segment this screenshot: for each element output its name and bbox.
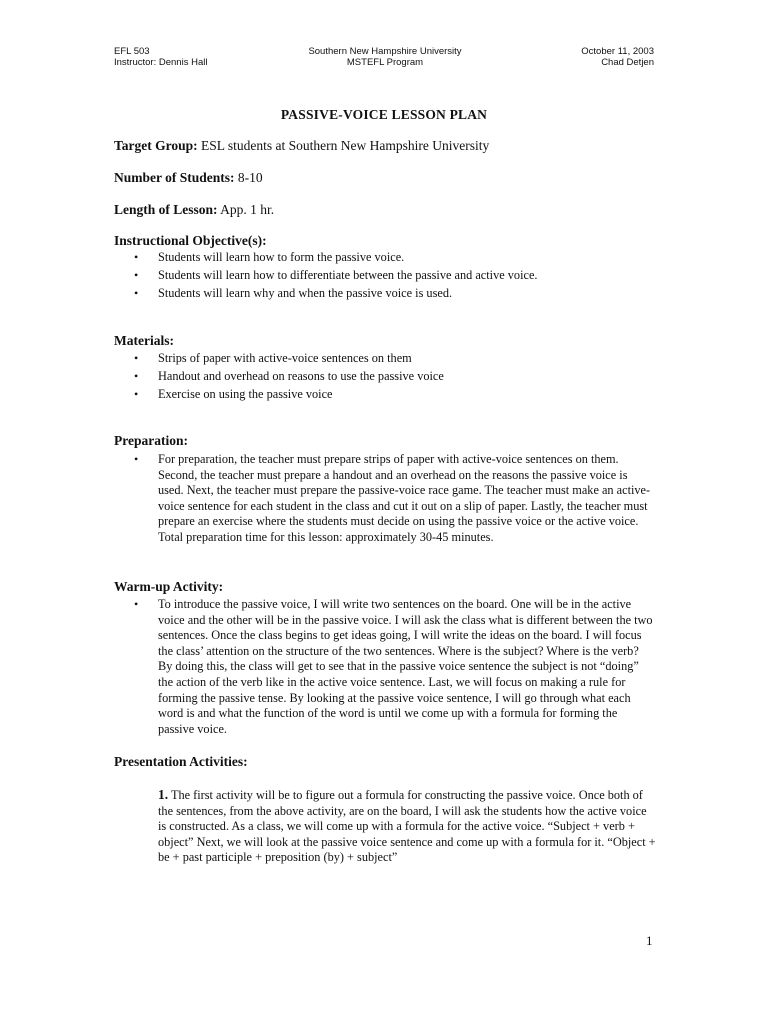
- bullet-icon: •: [134, 597, 139, 611]
- presentation-text: The first activity will be to figure out a formula for constructing the passive voice. Once both of the sentences, from the above activity, are on the board, I will ask the students how the active voice is constructed. As a class, we will come up with a formula for the active voice. “Subject + verb + object” Next, we will look at the passive voice sentence and come up with a formula for it. “Object + be + past participle + preposition (by) + subject”: [158, 788, 656, 865]
- warmup-text: To introduce the passive voice, I will write two sentences on the board. One will be in the active voice and the other will be in the passive voice. I will ask the class what is different between the two sentences. Once the class begins to get ideas going, I will write the ideas on the board. I will focus the class’ attention on the structure of the two sentences. Where is the subject? Where is the verb? By doing this, the class will get to see that in the passive voice sentence the subject is not “doing” the action of the verb like in the active voice sentence. Last, we will focus on making a rule for forming the passive tense. By looking at the passive voice sentence, I will go through what each word is and what the function of the word is until we come up with a formula for forming the passive voice.: [158, 597, 653, 736]
- num-students-value: 8-10: [234, 170, 263, 185]
- num-students-label: Number of Students:: [114, 170, 235, 185]
- target-group-value: ESL students at Southern New Hampshire University: [197, 138, 490, 153]
- warmup-heading: Warm-up Activity:: [114, 579, 224, 594]
- objectives-heading: Instructional Objective(s):: [114, 233, 267, 248]
- warmup-list: [114, 597, 654, 737]
- list-item: • Students will learn why and when the passive voice is used.: [134, 286, 453, 301]
- num-students-field: [114, 170, 263, 186]
- list-item: [114, 597, 654, 737]
- presentation-heading: Presentation Activities:: [114, 754, 248, 769]
- page-number: 1: [646, 933, 653, 948]
- author: Chad Detjen: [601, 57, 654, 68]
- target-group-field: [114, 138, 489, 154]
- header-center: [230, 46, 540, 68]
- university: Southern New Hampshire University: [308, 46, 462, 57]
- list-item: • Students will learn how to form the passive voice.: [134, 250, 405, 264]
- document-title: PASSIVE-VOICE LESSON PLAN: [280, 107, 488, 122]
- header-left: [114, 46, 207, 68]
- bullet-icon: •: [134, 250, 139, 264]
- list-item: • Students will learn how to differentiate between the passive and active voice.: [134, 268, 538, 283]
- materials-list: [114, 351, 654, 403]
- preparation-heading: Preparation:: [114, 433, 188, 448]
- program: MSTEFL Program: [346, 57, 424, 68]
- bullet-icon: •: [134, 351, 139, 365]
- preparation-list: [114, 452, 654, 546]
- target-group-label: Target Group:: [114, 138, 198, 153]
- course-code: EFL 503: [114, 46, 150, 57]
- instructor: Instructor: Dennis Hall: [114, 57, 208, 68]
- bullet-icon: •: [134, 286, 139, 301]
- list-item: • Handout and overhead on reasons to use the passive voice: [134, 369, 444, 384]
- length-label: Length of Lesson:: [114, 202, 218, 217]
- header-right: [530, 46, 654, 68]
- materials-heading: Materials:: [114, 333, 174, 348]
- bullet-icon: •: [134, 268, 139, 283]
- length-field: [114, 202, 274, 218]
- bullet-icon: •: [134, 387, 139, 402]
- item-number: 1.: [158, 787, 169, 802]
- preparation-text: For preparation, the teacher must prepare strips of paper with active-voice sentences on them. Second, the teacher must prepare a handout and an overhead on the reasons the passive voice is used. Next, the teacher must prepare the passive-voice race game. The teacher must make an active-voice sentence for each student in the class and cut it out on a slip of paper. Lastly, the teacher must prepare an exercise where the students must decide on using the passive voice or the active voice. Total preparation time for this lesson: approximately 30-45 minutes.: [158, 452, 651, 544]
- length-value: App. 1 hr.: [217, 202, 275, 217]
- date: October 11, 2003: [581, 46, 654, 57]
- bullet-icon: •: [134, 369, 139, 384]
- objectives-list: [114, 250, 654, 302]
- presentation-item-1: [158, 787, 656, 866]
- list-item: • Exercise on using the passive voice: [134, 387, 333, 402]
- list-item: • Strips of paper with active-voice sentences on them: [134, 351, 412, 365]
- bullet-icon: •: [134, 452, 139, 466]
- list-item: [114, 452, 654, 546]
